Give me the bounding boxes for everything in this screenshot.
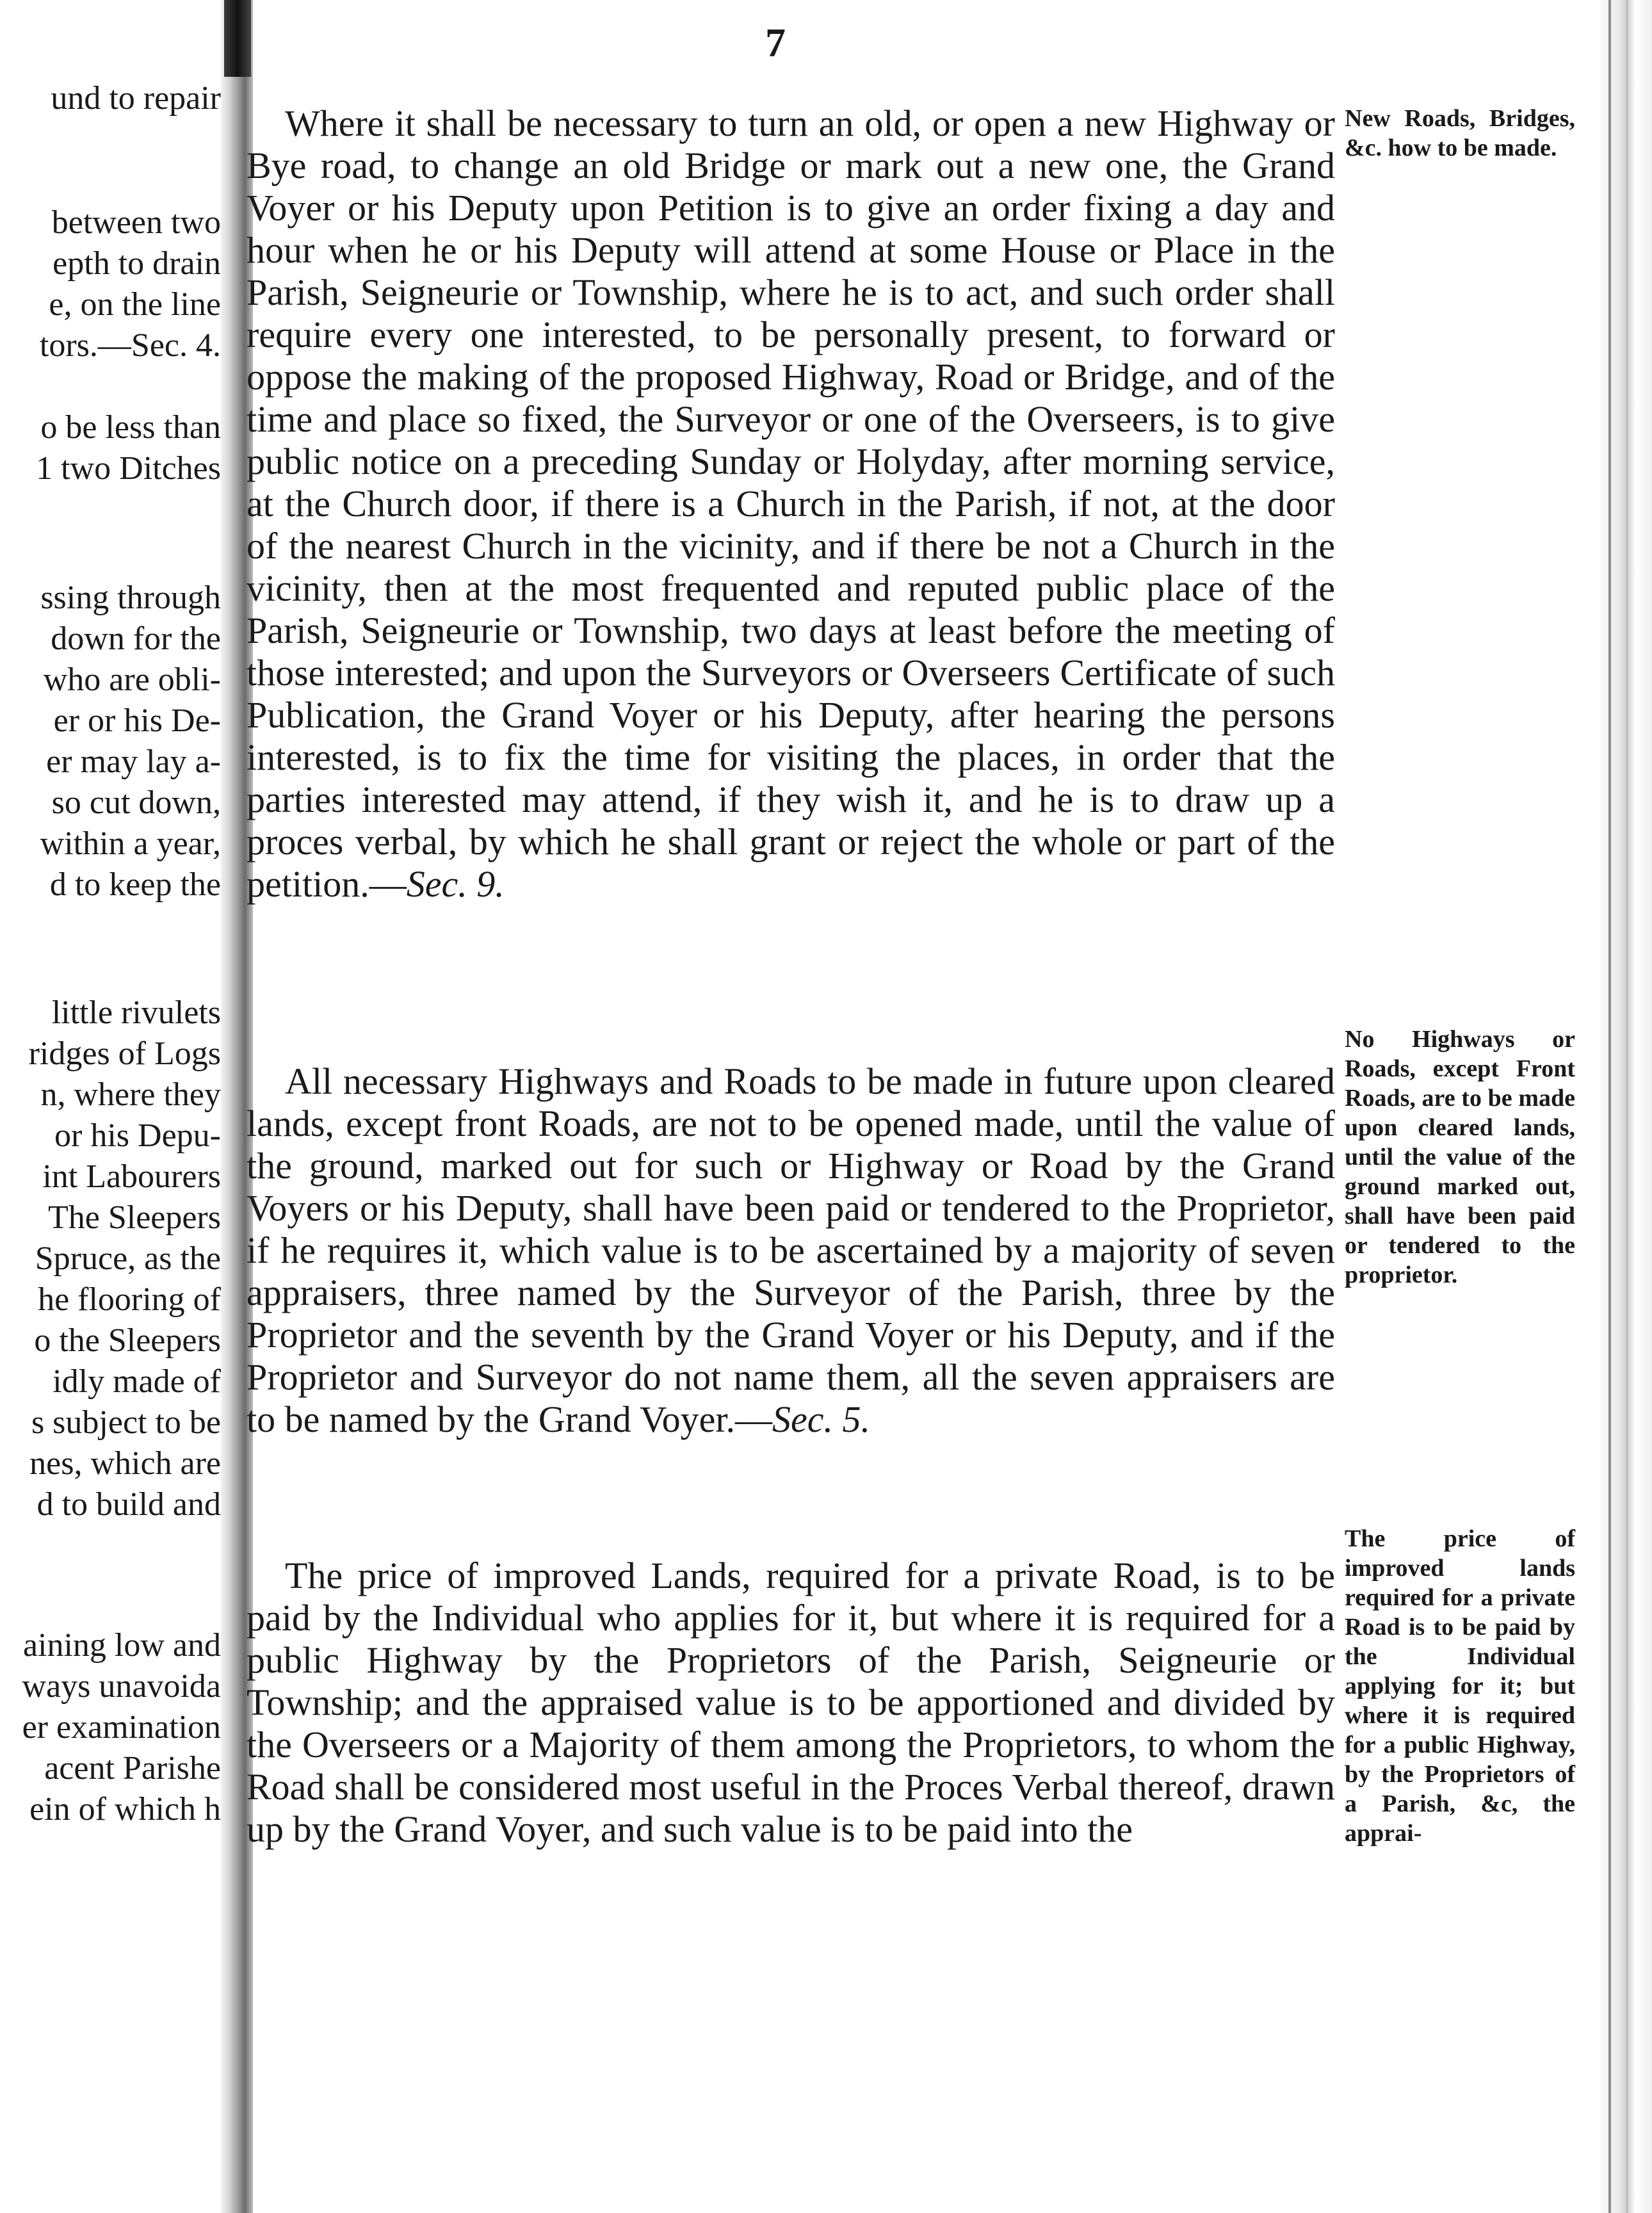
facing-line: ways unavoida <box>22 1668 221 1705</box>
facing-line: who are obli- <box>43 661 221 698</box>
facing-line: epth to drain <box>53 245 221 282</box>
facing-line: little rivulets <box>51 994 221 1031</box>
facing-line: acent Parishe <box>44 1750 221 1787</box>
facing-line: nes, which are <box>29 1445 221 1482</box>
facing-line: e, on the line <box>49 286 221 323</box>
body-paragraph <box>247 1060 1335 1441</box>
facing-line: s subject to be <box>31 1404 221 1441</box>
facing-line: o the Sleepers <box>34 1322 221 1359</box>
facing-line: d to keep the <box>49 866 221 903</box>
facing-page-fragment <box>0 0 221 2213</box>
facing-line: so cut down, <box>51 784 221 821</box>
paragraph-text: Where it shall be necessary to turn an old, or open a new Highway or Bye road, to change an old Bridge or mark out a new one, the Grand Voyer or his Deputy upon Petition is to give an order fixing a day and hour when he or his Deputy will attend at some House or Place in the Parish, Seigneurie or Township, where he is to act, and such order shall require every one interested, to be personally present, to forward or oppose the making of the proposed Highway, Road or Bridge, and of the time and place so fixed, the Surveyor or one of the Overseers, is to give public notice on a preceding Sunday or Holyday, after morning service, at the Church door, if there is a Church in the Parish, if not, at the door of the nearest Church in the vicinity, and if there be not a Church in the vicinity, then at the most frequented and reputed public place of the Parish, Seigneurie or Township, two days at least before the meeting of those interested; and upon the Surveyors or Overseers Certificate of such Publication, the Grand Voyer or his Deputy, after hearing the persons interested, is to fix the time for visiting the places, in order that the parties interested may attend, if they wish it, and he is to draw up a proces verbal, by which he shall grant or reject the whole or part of the petition.— <box>247 102 1335 905</box>
facing-line: idly made of <box>53 1363 221 1400</box>
margin-note: New Roads, Bridges, &c. how to be made. <box>1345 105 1575 161</box>
facing-line: ein of which h <box>29 1791 221 1828</box>
body-paragraph <box>247 1555 1335 1851</box>
page-edge-line <box>1626 0 1628 2213</box>
facing-line: int Labourers <box>42 1158 221 1195</box>
page-number: 7 <box>765 20 786 65</box>
section-reference: Sec. 9. <box>406 863 505 905</box>
facing-line: down for the <box>51 620 221 657</box>
facing-line: within a year, <box>40 825 221 862</box>
facing-line: or his Depu- <box>54 1117 221 1154</box>
facing-line: tors.—Sec. 4. <box>39 327 221 364</box>
facing-line: between two <box>51 204 221 241</box>
facing-line: o be less than <box>40 409 221 446</box>
paragraph-text: All necessary Highways and Roads to be made in future upon cleared lands, except front Roads, are not to be opened made, until the value of the ground, marked out for such or Highway or Road by the Grand Voyers or his Deputy, shall have been paid or tendered to the Proprietor, if he requires it, which value is to be ascertained by a majority of seven appraisers, three named by the Surveyor of the Parish, three by the Proprietor and the seventh by the Grand Voyer or his Deputy, and if the Proprietor and Surveyor do not name them, all the seven appraisers are to be named by the Grand Voyer.— <box>247 1060 1335 1440</box>
facing-line: aining low and <box>22 1627 221 1664</box>
body-paragraph <box>247 102 1335 905</box>
page-edge <box>1597 0 1652 2213</box>
facing-line: The Sleepers <box>47 1199 221 1236</box>
facing-line: d to build and <box>36 1486 221 1523</box>
facing-line: ssing through <box>40 580 221 616</box>
facing-line: 1 two Ditches <box>36 450 221 487</box>
facing-line: er may lay a- <box>46 743 221 780</box>
facing-line: ridges of Logs <box>28 1035 221 1072</box>
page-edge-line <box>1608 0 1611 2213</box>
facing-line: er examination <box>22 1709 221 1746</box>
facing-line: Spruce, as the <box>35 1240 221 1277</box>
facing-line: he flooring of <box>38 1281 221 1318</box>
facing-line: und to repair <box>51 80 221 117</box>
margin-note: The price of improved lands required for a private Road is to be paid by the Individual applying for it; but where it is required for a public Highway, by the Proprietors of a Parish, &c, the apprai- <box>1345 1525 1575 1847</box>
facing-line: n, where they <box>40 1076 221 1113</box>
binding-shadow <box>224 0 251 77</box>
margin-note: No Highways or Roads, except Front Roads, are to be made upon cleared lands, until the value of the ground marked out, shall have been paid or tendered to the proprietor. <box>1345 1026 1575 1288</box>
paragraph-text: The price of improved Lands, required for a private Road, is to be paid by the Individual who applies for it, but where it is required for a public Highway by the Proprietors of the Parish, Seigneurie or Township; and the appraised value is to be apportioned and divided by the Overseers or a Majority of them among the Proprietors, to whom the Road shall be considered most useful in the Proces Verbal thereof, drawn up by the Grand Voyer, and such value is to be paid into the <box>247 1555 1335 1850</box>
section-reference: Sec. 5. <box>772 1398 870 1440</box>
facing-line: er or his De- <box>53 702 221 739</box>
